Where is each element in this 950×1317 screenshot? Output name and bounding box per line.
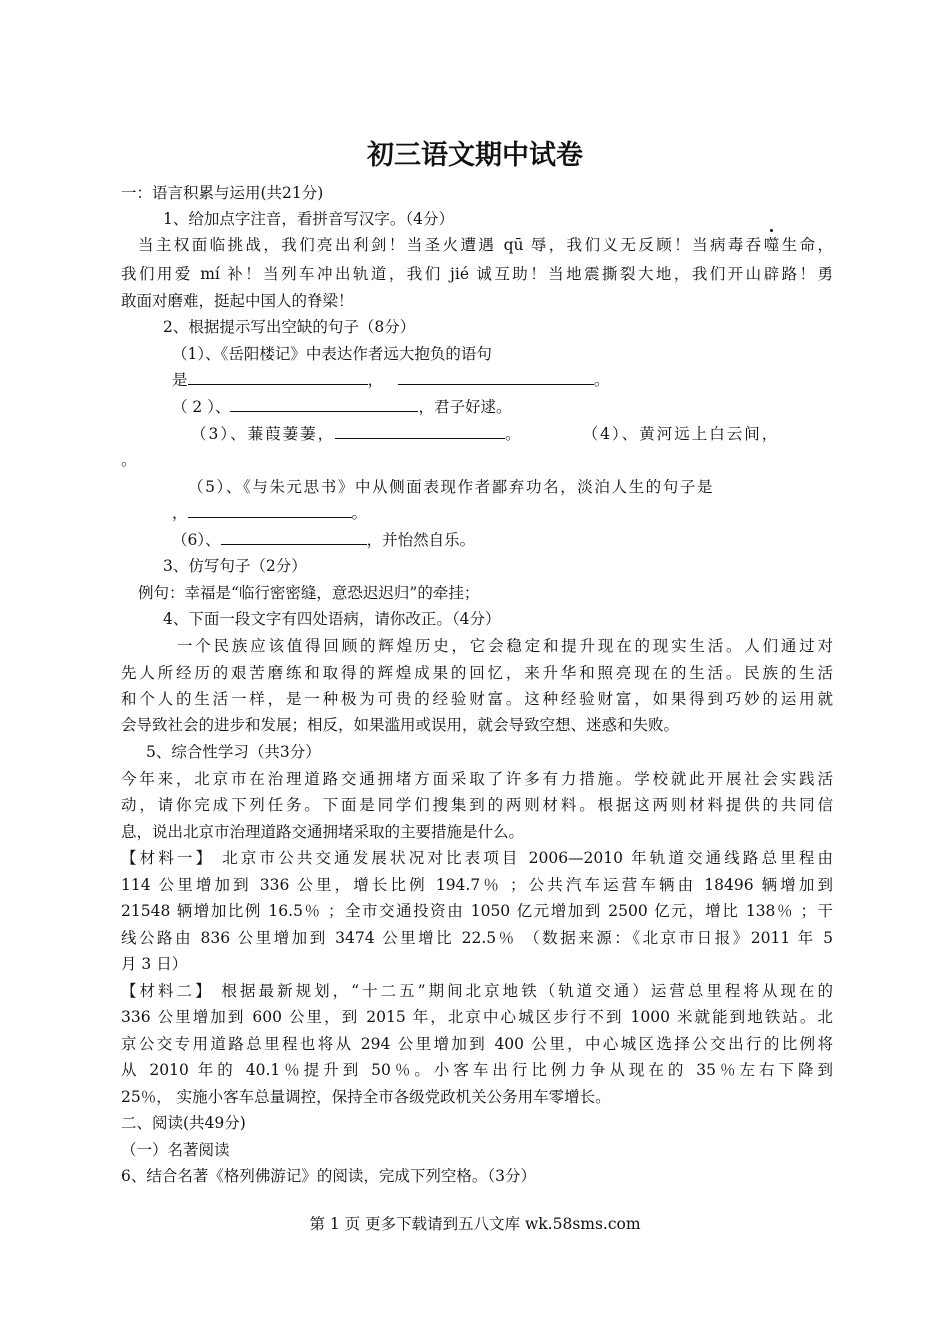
question-3: 3、仿写句子（2分）	[163, 557, 307, 575]
q4-paragraph-line: 先人所经历的艰苦磨练和取得的辉煌成果的回忆，来升华和照亮现在的生活。民族的生活	[121, 664, 833, 682]
material-2-line: 京公交专用道路总里程也将从 294 公里增加到 400 公里，中心城区选择公交出行的比例将	[121, 1035, 833, 1053]
q5-paragraph-line: 息，说出北京市治理道路交通拥堵采取的主要措施是什么。	[121, 823, 525, 841]
material-1-line: 114 公里增加到 336 公里，增长比例 194.7％ ；公共汽车运营车辆由 18496 辆增加到	[121, 876, 833, 894]
q4-paragraph-line: 一个民族应该值得回顾的辉煌历史，它会稳定和提升现在的现实生活。人们通过对	[177, 637, 833, 655]
question-2: 2、根据提示写出空缺的句子（8分）	[163, 318, 416, 336]
material-2-line: 336 公里增加到 600 公里，到 2015 年，北京中心城区步行不到 1000 米就能到地铁站。北	[121, 1008, 833, 1026]
q5-paragraph-line: 今年来，北京市在治理道路交通拥堵方面采取了许多有力措施。学校就此开展社会实践活	[121, 770, 833, 788]
q2-item: 是 ， 。	[172, 367, 884, 393]
q2-item: ， 。	[172, 500, 884, 526]
answer-blank[interactable]	[188, 368, 368, 385]
section-heading: 二、阅读(共49分)	[121, 1114, 246, 1132]
q3-example: 例句：幸福是“临行密密缝，意恐迟迟归”的牵挂；	[138, 584, 480, 602]
question-4: 4、下面一段文字有四处语病，请你改正。（4分）	[163, 610, 501, 628]
q1-text-line: 我们用爱 mí 补！当列车冲出轨道，我们 jié 诚互助！当地震撕裂大地，我们开山辟路！勇	[121, 265, 833, 283]
question-1: 1、给加点字注音，看拼音写汉字。（4分）	[163, 210, 454, 228]
page-title: 初三语文期中试卷	[367, 140, 583, 171]
q1-text-line: 当主权面临挑战，我们亮出利剑！当圣火遭遇 qū 辱，我们义无反顾！当病毒吞噬生命，	[138, 232, 833, 258]
q1-text-line: 敢面对磨难，挺起中国人的脊梁！	[121, 292, 354, 310]
answer-blank[interactable]	[335, 422, 505, 439]
q4-paragraph-line: 和个人的生活一样，是一种极为可贵的经验财富。这种经验财富，如果得到巧妙的运用就	[121, 690, 833, 708]
material-2-line: 25％， 实施小客车总量调控，保持全市各级党政机关公务用车零增长。	[121, 1088, 611, 1106]
answer-blank[interactable]	[188, 501, 352, 518]
question-6: 6、结合名著《格列佛游记》的阅读，完成下列空格。（3分）	[121, 1167, 536, 1185]
q4-paragraph-line: 会导致社会的进步和发展；相反，如果滥用或误用，就会导致空想、迷惑和失败。	[121, 716, 680, 734]
material-1-line: 【材料一】 北京市公共交通发展状况对比表项目 2006—2010 年轨道交通线路总里程由	[121, 849, 833, 867]
material-1-line: 月 3 日）	[121, 955, 188, 973]
material-1-line: 21548 辆增加比例 16.5％ ；全市交通投资由 1050 亿元增加到 2500 亿元，增比 138％ ；干	[121, 902, 833, 920]
subsection-heading: （一）名著阅读	[121, 1141, 230, 1159]
q2-item: （1）、《岳阳楼记》中表达作者远大抱负的语句	[172, 345, 492, 363]
q5-paragraph-line: 动，请你完成下列任务。下面是同学们搜集到的两则材料。根据这两则材料提供的共同信	[121, 796, 833, 814]
section-heading: 一：语言积累与运用(共21分)	[121, 184, 324, 202]
question-5: 5、综合性学习（共3分）	[146, 743, 321, 761]
q2-item: （3）、蒹葭萋萋， 。 （4）、黄河远上白云间，	[191, 421, 903, 447]
answer-blank[interactable]	[398, 368, 594, 385]
q2-item: （ 2 ）、 ，君子好逑。	[172, 394, 884, 420]
answer-blank[interactable]	[230, 395, 418, 412]
material-1-line: 线公路由 836 公里增加到 3474 公里增比 22.5％ （数据来源：《北京市日报》2011 年 5	[121, 929, 833, 947]
material-2-line: 从 2010 年的 40.1％提升到 50％。小客车出行比例力争从现在的 35％左右下降到	[121, 1061, 833, 1079]
q2-item: （6）、 ，并怡然自乐。	[172, 527, 884, 553]
q2-item: （5）、《与朱元思书》中从侧面表现作者鄙弃功名，淡泊人生的句子是	[188, 478, 715, 496]
answer-blank[interactable]	[221, 528, 367, 545]
q2-item: 。	[121, 451, 137, 469]
dotted-character: 噬	[764, 232, 780, 258]
material-2-line: 【材料二】 根据最新规划，“十二五”期间北京地铁（轨道交通）运营总里程将从现在的	[121, 982, 833, 1000]
page-footer: 第 1 页 更多下载请到五八文库 wk.58sms.com	[309, 1215, 641, 1233]
